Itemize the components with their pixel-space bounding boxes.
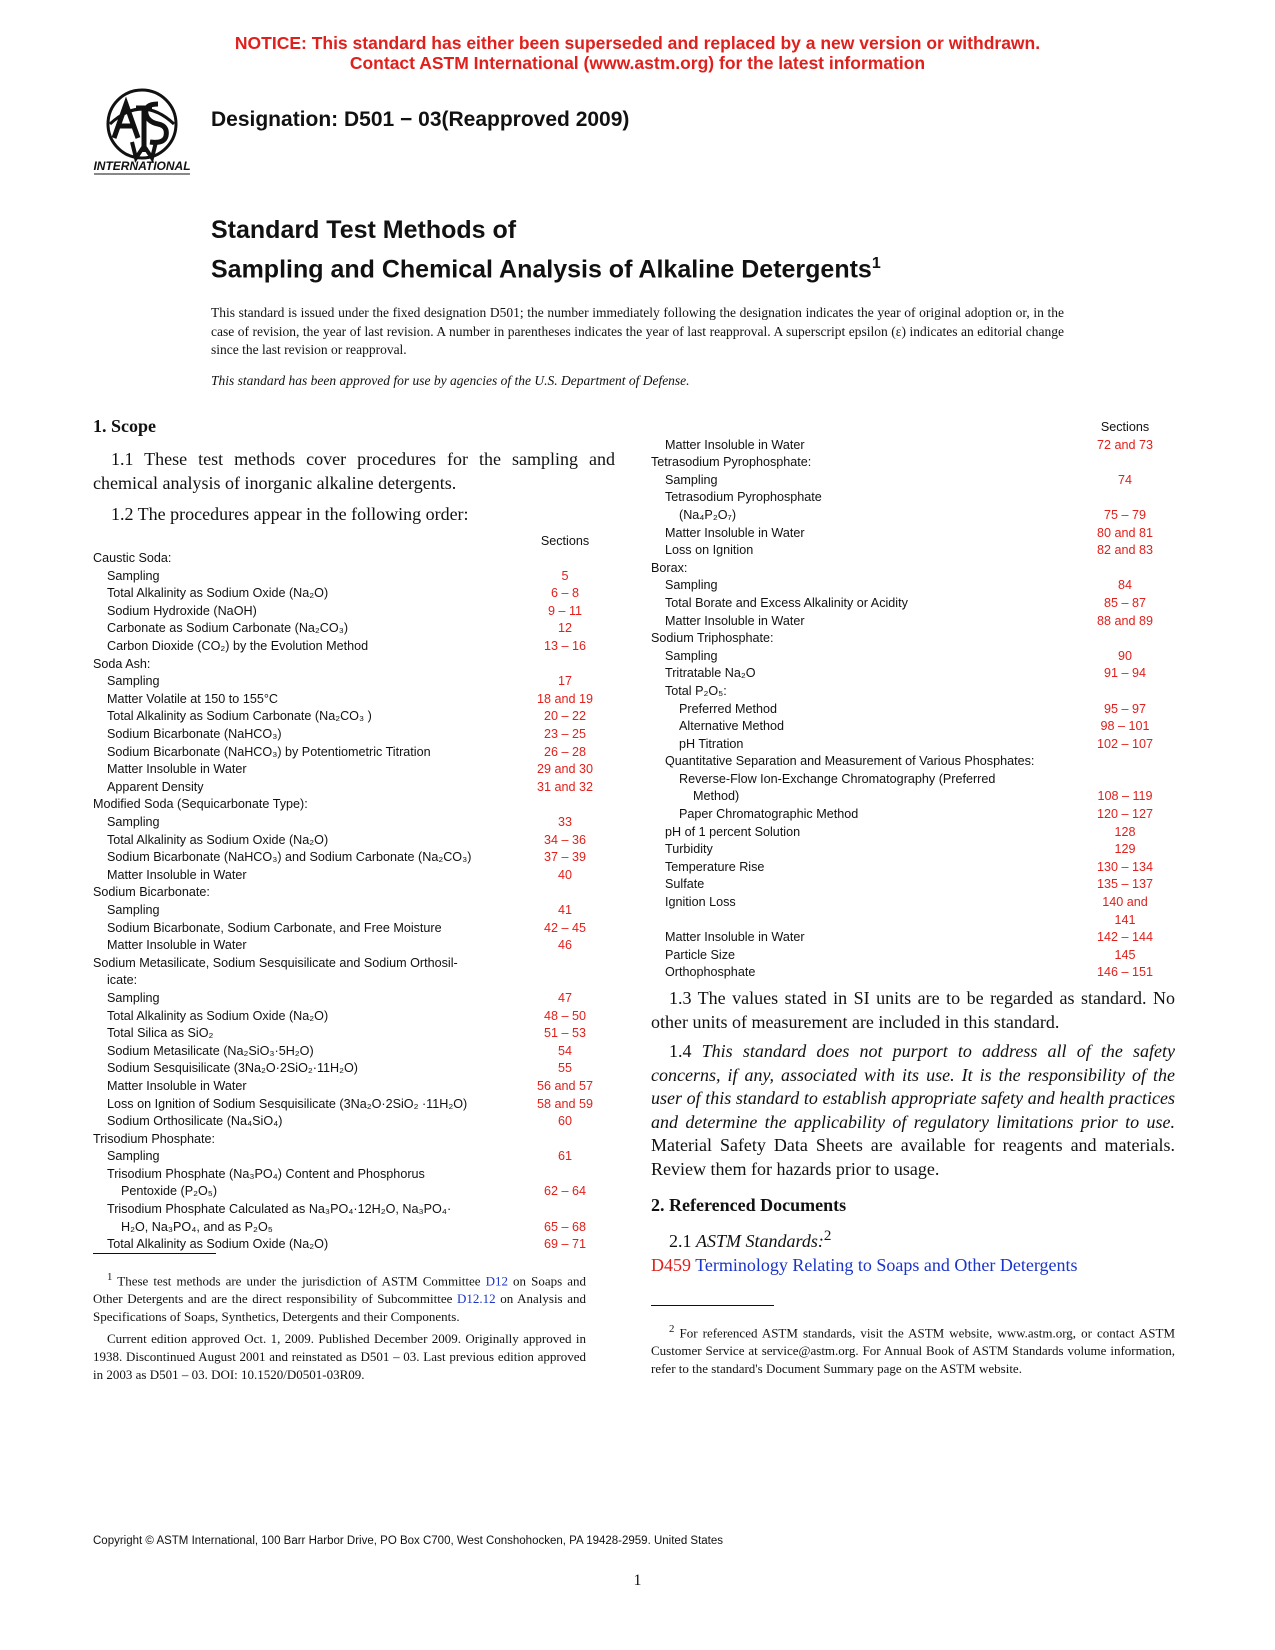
toc-label: Sodium Sesquisilicate (3Na₂O·2SiO₂·11H₂O) <box>107 1061 359 1076</box>
toc-row <box>651 683 1175 701</box>
toc-label: Quantitative Separation and Measurement of Various Phosphates: <box>665 754 1035 769</box>
toc-row <box>651 577 1175 595</box>
toc-label: pH of 1 percent Solution <box>665 824 801 839</box>
toc-row <box>93 796 615 814</box>
toc-row <box>93 1078 615 1096</box>
toc-section-ref[interactable]: 142 – 144 <box>1096 930 1154 945</box>
toc-section-ref[interactable]: 135 – 137 <box>1096 877 1154 892</box>
toc-label: Matter Insoluble in Water <box>665 525 805 540</box>
toc-row <box>651 630 1175 648</box>
toc-label: Total Alkalinity as Sodium Oxide (Na₂O) <box>107 832 329 847</box>
toc-row <box>93 1008 615 1026</box>
toc-label: Sampling <box>107 990 160 1005</box>
supersede-notice <box>0 33 1275 73</box>
toc-row <box>651 912 1175 930</box>
toc-section-ref[interactable]: 51 – 53 <box>543 1026 587 1041</box>
toc-section-ref[interactable]: 145 <box>1114 947 1136 962</box>
toc-row <box>651 824 1175 842</box>
toc-section-ref[interactable]: 46 <box>557 938 572 953</box>
toc-label: Trisodium Phosphate Calculated as Na₃PO₄·12H₂O, Na₃PO₄· <box>107 1202 452 1217</box>
toc-row <box>93 814 615 832</box>
toc-label: Modified Soda (Sequicarbonate Type): <box>93 797 308 812</box>
toc-label: Sodium Metasilicate, Sodium Sesquisilicate and Sodium Orthosil- <box>93 955 458 970</box>
toc-row <box>93 1096 615 1114</box>
document-title <box>211 214 881 286</box>
toc-label: Caustic Soda: <box>93 551 172 566</box>
toc-label: Matter Insoluble in Water <box>107 1078 247 1093</box>
astm-logo <box>92 86 196 178</box>
toc-label: Sampling <box>107 674 160 689</box>
toc-row <box>93 1219 615 1237</box>
toc-label: Tritratable Na₂O <box>665 666 756 681</box>
para-1-3: 1.3 The values stated in SI units are to be regarded as standard. No other units of measurement are included in this standard. <box>651 988 1175 1032</box>
toc-section-ref[interactable]: 37 – 39 <box>543 850 587 865</box>
toc-row <box>93 1166 615 1184</box>
toc-row <box>651 736 1175 754</box>
toc-label: Total Alkalinity as Sodium Oxide (Na₂O) <box>107 1237 329 1252</box>
toc-label: Sampling <box>665 472 718 487</box>
toc-row <box>651 894 1175 912</box>
toc-section-ref[interactable]: 47 <box>557 990 572 1005</box>
toc-label: Reverse-Flow Ion-Exchange Chromatography (Preferred <box>679 771 996 786</box>
title-line-2: Sampling and Chemical Analysis of Alkaline Detergents$^1$ <box>211 255 881 284</box>
toc-label: Matter Volatile at 150 to 155°C <box>107 691 278 706</box>
toc-section-ref[interactable]: 69 – 71 <box>543 1237 587 1252</box>
toc-section-ref[interactable]: 60 <box>557 1114 572 1129</box>
right-column <box>651 419 1175 1277</box>
toc-label: Sodium Hydroxide (NaOH) <box>107 603 257 618</box>
toc-row <box>93 761 615 779</box>
toc-section-ref[interactable]: 23 – 25 <box>543 727 587 742</box>
footnote-rule-left <box>93 1253 216 1254</box>
d12-12-link[interactable]: D12.12 <box>456 1291 496 1307</box>
toc-section-ref[interactable]: 56 and 57 <box>536 1078 594 1093</box>
para-1-4: 1.4 This standard does not purport to address all of the safety concerns, if any, associated with its use. It is the responsibility of the user of this standard to establish appropriate safety and health practices and determine the applicability of regulatory limitations prior to use. Material Safety Data Sheets are available for reagents and materials. Review them for hazards prior to usage. <box>651 1041 1176 1179</box>
toc-section-ref[interactable]: 98 – 101 <box>1100 719 1150 734</box>
toc-row <box>651 806 1175 824</box>
toc-row <box>651 701 1175 719</box>
toc-section-ref[interactable]: 130 – 134 <box>1096 859 1154 874</box>
toc-section-ref[interactable]: 6 – 8 <box>550 586 579 601</box>
toc-row <box>651 859 1175 877</box>
toc-section-ref[interactable]: 65 – 68 <box>543 1219 587 1234</box>
page-number: 1 <box>633 1572 642 1589</box>
toc-label: Alternative Method <box>679 719 785 734</box>
toc-label: Matter Insoluble in Water <box>107 938 247 953</box>
toc-label: Tetrasodium Pyrophosphate <box>665 490 822 505</box>
toc-label: Apparent Density <box>107 779 204 794</box>
footnote-2-mark: 2 <box>669 1323 675 1335</box>
toc-row <box>93 884 615 902</box>
toc-label: Matter Insoluble in Water <box>107 867 247 882</box>
d12-link[interactable]: D12 <box>485 1273 508 1289</box>
toc-row <box>93 972 615 990</box>
toc-section-ref[interactable]: 29 and 30 <box>536 762 594 777</box>
astm-logo-icon <box>92 86 196 178</box>
toc-label: pH Titration <box>679 736 744 751</box>
toc-row <box>93 550 615 568</box>
toc-row <box>651 472 1175 490</box>
toc-label: Total Alkalinity as Sodium Oxide (Na₂O) <box>107 1008 329 1023</box>
toc-label: icate: <box>107 973 138 988</box>
toc-section-ref[interactable]: 20 – 22 <box>543 709 587 724</box>
toc-row <box>93 920 615 938</box>
toc-row <box>651 560 1175 578</box>
toc-row <box>651 665 1175 683</box>
toc-row <box>93 1060 615 1078</box>
toc-row <box>93 585 615 603</box>
para-1-1: 1.1 These test methods cover procedures for the sampling and chemical analysis of inorganic alkaline detergents. <box>93 449 615 493</box>
toc-label: Particle Size <box>665 947 735 962</box>
toc-section-ref[interactable]: 72 and 73 <box>1096 437 1154 452</box>
toc-row <box>93 1025 615 1043</box>
toc-label: Temperature Rise <box>665 859 765 874</box>
toc-label: H₂O, Na₃PO₄, and as P₂O₅ <box>121 1219 273 1234</box>
toc-label: Total Alkalinity as Sodium Oxide (Na₂O) <box>107 586 329 601</box>
toc-right <box>651 419 1175 982</box>
toc-section-ref[interactable]: 146 – 151 <box>1096 965 1154 980</box>
scope-heading: 1. Scope <box>93 416 156 436</box>
toc-section-ref[interactable]: 85 – 87 <box>1103 595 1147 610</box>
dod-approval: This standard has been approved for use by agencies of the U.S. Department of Defense. <box>211 372 690 388</box>
toc-left <box>93 533 615 1254</box>
toc-sections-label-row <box>93 533 615 551</box>
toc-row <box>93 849 615 867</box>
toc-section-ref[interactable]: 26 – 28 <box>543 744 587 759</box>
toc-row <box>93 726 615 744</box>
toc-label: Total Borate and Excess Alkalinity or Acidity <box>665 595 908 610</box>
toc-section-ref[interactable]: 48 – 50 <box>543 1008 587 1023</box>
toc-row <box>93 1113 615 1131</box>
toc-label: Soda Ash: <box>93 656 151 671</box>
refdocs-heading: 2. Referenced Documents <box>651 1195 847 1215</box>
toc-row <box>651 771 1175 789</box>
toc-label: Ignition Loss <box>665 895 736 910</box>
toc-section-ref[interactable]: 9 – 11 <box>547 603 583 618</box>
toc-row <box>651 947 1175 965</box>
sections-label: Sections <box>540 533 590 548</box>
toc-row <box>93 867 615 885</box>
toc-row <box>93 955 615 973</box>
toc-row <box>651 525 1175 543</box>
toc-label: Borax: <box>651 560 688 575</box>
d459-code[interactable]: D459 <box>651 1254 691 1275</box>
toc-section-ref[interactable]: 74 <box>1117 472 1132 487</box>
toc-section-ref[interactable]: 61 <box>557 1149 572 1164</box>
toc-label: Sampling <box>107 815 160 829</box>
toc-label: Turbidity <box>665 842 713 857</box>
toc-row <box>93 691 615 709</box>
toc-row <box>93 779 615 797</box>
toc-label: Loss on Ignition of Sodium Sesquisilicate (3Na₂O·2SiO₂ ·11H₂O) <box>107 1096 468 1111</box>
toc-section-ref[interactable]: 62 – 64 <box>543 1184 587 1199</box>
footnote-1: $^1$ These test methods are under the jurisdiction of ASTM Committee D12 on Soaps and Other Detergents and are the direct responsibility of Subcommittee D12.12 on Analysis and Specifications of Soaps, Synthetics, Detergents and their Components. Current edition approved Oct. 1, 2009. Published December 2009. Originally approved in 1938. Discontinued August 2001 and reinstated as D501 – 03. Last previous edition approved in 2003 as D501 – 03. DOI: 10.1520/D0501-03R09. <box>93 1271 586 1383</box>
toc-row <box>93 1148 615 1166</box>
d459-title-link[interactable]: Terminology Relating to Soaps and Other Detergents <box>695 1254 1078 1275</box>
toc-row <box>651 648 1175 666</box>
title-footnote-mark: 1 <box>871 255 881 272</box>
toc-label: Sampling <box>107 568 160 583</box>
footnote-2: $^2$ For referenced ASTM standards, visit the ASTM website, www.astm.org, or contact ASTM Customer Service at service@astm.org. For Annual Book of ASTM Standards volume information, refer to the standard's Document Summary page on the ASTM website. <box>651 1323 1176 1377</box>
footnote-1-edition: Current edition approved Oct. 1, 2009. Published December 2009. Originally approved in 1938. Discontinued August 2001 and reinstated as D501 – 03. Last previous edition approved in 2003 as D501 – 03. DOI: 10.1520/D0501-03R09. <box>93 1331 586 1383</box>
toc-label: Preferred Method <box>679 701 778 716</box>
toc-row <box>651 841 1175 859</box>
toc-row <box>93 638 615 656</box>
toc-label: Carbon Dioxide (CO₂) by the Evolution Method <box>107 639 369 654</box>
toc-section-ref[interactable]: 90 <box>1117 648 1132 663</box>
toc-right-sections-label-row <box>651 419 1175 437</box>
toc-label: Sodium Bicarbonate (NaHCO₃) and Sodium Carbonate (Na₂CO₃) <box>107 850 472 865</box>
toc-label: Sampling <box>665 578 718 593</box>
toc-row <box>651 595 1175 613</box>
toc-section-ref[interactable]: 141 <box>1114 912 1136 927</box>
toc-label: Pentoxide (P₂O₅) <box>121 1184 218 1199</box>
toc-section-ref[interactable]: 82 and 83 <box>1096 543 1154 558</box>
toc-label: Sodium Orthosilicate (Na₄SiO₄) <box>107 1114 283 1129</box>
toc-row <box>93 568 615 586</box>
toc-label: (Na₄P₂O₇) <box>679 507 737 522</box>
toc-section-ref[interactable]: 80 and 81 <box>1096 525 1154 540</box>
toc-row <box>651 542 1175 560</box>
toc-section-ref[interactable]: 40 <box>557 867 572 882</box>
toc-section-ref[interactable]: 120 – 127 <box>1096 807 1154 822</box>
toc-label: Orthophosphate <box>665 965 756 980</box>
toc-section-ref[interactable]: 18 and 19 <box>536 691 594 706</box>
title-line-1: Standard Test Methods of <box>211 216 517 244</box>
toc-row <box>93 708 615 726</box>
toc-section-ref[interactable]: 128 <box>1114 824 1136 839</box>
toc-section-ref[interactable]: 5 <box>561 568 569 583</box>
para-1-2: 1.2 The procedures appear in the following order: <box>111 504 469 524</box>
toc-label: Matter Insoluble in Water <box>665 437 805 452</box>
toc-section-ref[interactable]: 31 and 32 <box>536 779 594 794</box>
toc-label: Matter Insoluble in Water <box>665 613 805 628</box>
toc-label: Paper Chromatographic Method <box>679 807 859 822</box>
toc-row <box>651 788 1175 806</box>
copyright-footer: Copyright © ASTM International, 100 Barr Harbor Drive, PO Box C700, West Conshohocken, PA 19428-2959. United States <box>93 1535 724 1547</box>
toc-section-ref[interactable]: 91 – 94 <box>1103 666 1147 681</box>
toc-label: Total Alkalinity as Sodium Carbonate (Na₂CO₃ ) <box>107 709 372 724</box>
toc-section-ref[interactable]: 55 <box>557 1061 572 1076</box>
toc-label: Sodium Metasilicate (Na₂SiO₃·5H₂O) <box>107 1043 314 1058</box>
toc-label: Sampling <box>665 648 718 663</box>
toc-section-ref[interactable]: 88 and 89 <box>1096 613 1154 628</box>
toc-section-ref[interactable]: 41 <box>557 902 572 917</box>
designation: Designation: D501 − 03(Reapproved 2009) <box>211 108 630 131</box>
left-column <box>93 416 615 1254</box>
toc-row <box>651 613 1175 631</box>
toc-row <box>93 620 615 638</box>
toc-row <box>651 964 1175 982</box>
toc-label: Total P₂O₅: <box>665 683 727 698</box>
toc-row <box>93 656 615 674</box>
toc-row <box>93 832 615 850</box>
toc-section-ref[interactable]: 34 – 36 <box>543 832 587 847</box>
intro-text: This standard is issued under the fixed designation D501; the number immediately following the designation indicates the year of original adoption or, in the case of revision, the year of last revision. A number in parentheses indicates the year of last reapproval. A superscript epsilon (ε) indicates an editorial change since the last revision or reapproval. <box>211 305 1064 357</box>
toc-label: Carbonate as Sodium Carbonate (Na₂CO₃) <box>107 621 349 636</box>
toc-label: Sodium Bicarbonate (NaHCO₃) <box>107 727 282 742</box>
toc-section-ref[interactable]: 95 – 97 <box>1103 701 1147 716</box>
toc-section-ref[interactable]: 75 – 79 <box>1103 507 1147 522</box>
toc-row <box>93 673 615 691</box>
notice-line-2: Contact ASTM International (www.astm.org) for the latest information <box>349 53 926 73</box>
para-2-1: 2.1 ASTM Standards:$^2$ <box>669 1228 832 1251</box>
toc-label: Trisodium Phosphate: <box>93 1131 216 1146</box>
toc-row <box>93 902 615 920</box>
toc-label: Sampling <box>107 902 160 917</box>
footnote-1-mark: 1 <box>107 1271 113 1283</box>
toc-label: Sampling <box>107 1149 160 1164</box>
d459-ref[interactable] <box>651 1254 1175 1278</box>
toc-label: Sodium Bicarbonate, Sodium Carbonate, and Free Moisture <box>107 920 442 935</box>
toc-row <box>651 753 1175 771</box>
toc-row <box>651 876 1175 894</box>
notice-line-1: NOTICE: This standard has either been superseded and replaced by a new version or withdrawn. <box>234 33 1041 53</box>
sections-label-right: Sections <box>1100 420 1150 434</box>
toc-section-ref[interactable]: 102 – 107 <box>1096 736 1154 751</box>
toc-section-ref[interactable]: 54 <box>557 1043 572 1058</box>
toc-row <box>93 1131 615 1149</box>
toc-row <box>93 1183 615 1201</box>
toc-row <box>93 1236 615 1254</box>
toc-label: Trisodium Phosphate (Na₃PO₄) Content and Phosphorus <box>107 1166 425 1181</box>
toc-section-ref[interactable]: 84 <box>1117 578 1132 593</box>
toc-section-ref[interactable]: 58 and 59 <box>536 1096 594 1111</box>
toc-section-ref[interactable]: 13 – 16 <box>543 639 587 654</box>
toc-label: Sodium Bicarbonate: <box>93 885 210 900</box>
toc-label: Tetrasodium Pyrophosphate: <box>651 455 812 470</box>
toc-label: Loss on Ignition <box>665 543 754 558</box>
toc-row <box>651 507 1175 525</box>
toc-label: Method) <box>693 789 740 804</box>
toc-label: Sodium Bicarbonate (NaHCO₃) by Potentiometric Titration <box>107 744 431 759</box>
intro-block <box>211 304 1064 390</box>
toc-row <box>651 454 1175 472</box>
toc-section-ref[interactable]: 17 <box>557 674 572 689</box>
toc-row <box>651 929 1175 947</box>
toc-section-ref[interactable]: 12 <box>557 621 572 636</box>
toc-label: Sulfate <box>665 877 705 892</box>
toc-section-ref[interactable]: 33 <box>557 815 572 829</box>
footnote-rule-right <box>651 1305 774 1306</box>
toc-section-ref[interactable]: 129 <box>1114 842 1136 857</box>
toc-section-ref[interactable]: 42 – 45 <box>543 920 587 935</box>
toc-row <box>93 937 615 955</box>
toc-row <box>93 603 615 621</box>
toc-row <box>651 489 1175 507</box>
toc-row <box>93 744 615 762</box>
toc-row <box>93 990 615 1008</box>
toc-row <box>93 1043 615 1061</box>
toc-row <box>651 718 1175 736</box>
toc-label: Matter Insoluble in Water <box>107 762 247 777</box>
toc-label: Total Silica as SiO₂ <box>107 1026 214 1041</box>
toc-label: Matter Insoluble in Water <box>665 930 805 945</box>
logo-text: INTERNATIONAL <box>93 159 191 173</box>
toc-row <box>651 437 1175 455</box>
toc-row <box>93 1201 615 1219</box>
toc-label: Sodium Triphosphate: <box>651 631 774 646</box>
toc-section-ref[interactable]: 108 – 119 <box>1097 789 1153 804</box>
toc-section-ref[interactable]: 140 and <box>1102 895 1148 910</box>
